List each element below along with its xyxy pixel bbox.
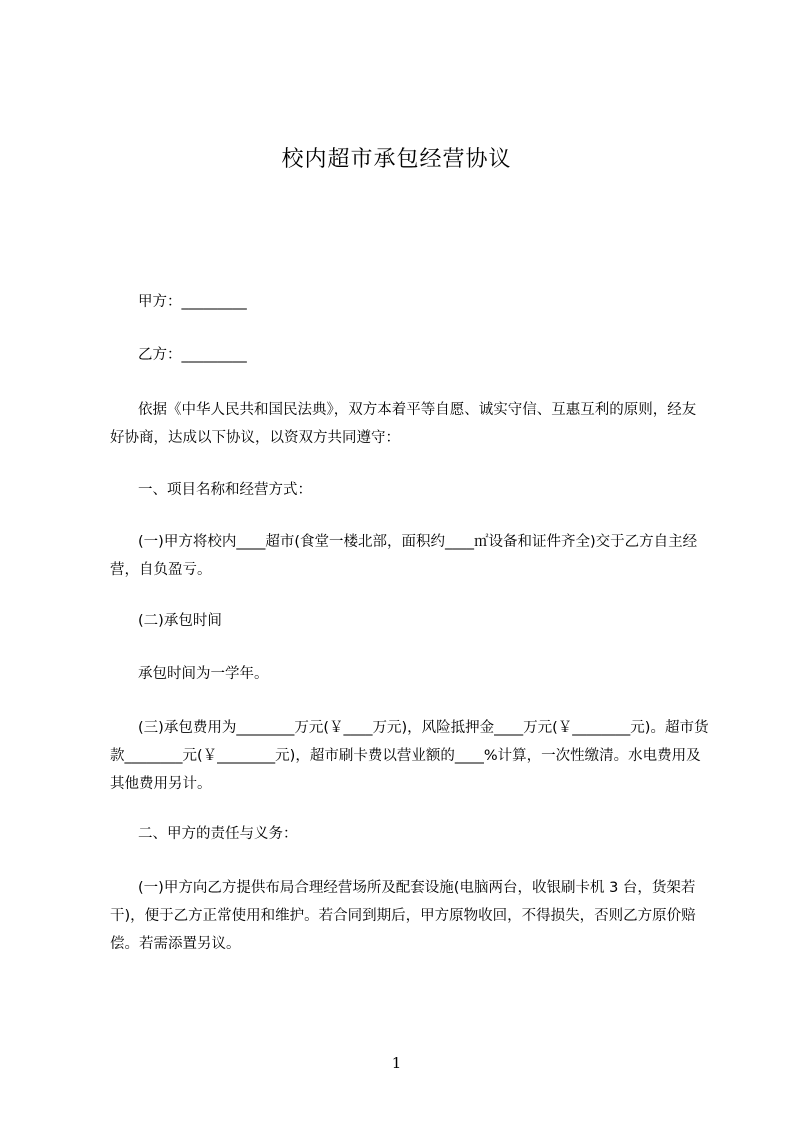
section1-item3-paragraph: (三)承包费用为________万元(￥____万元)，风险抵押金____万元(￥________元)。超市货款________元(￥________元)，超市刷卡费以营业额的____%计算，一次性缴清。水电费用及其他费用另计。 [110, 720, 709, 792]
section2-heading: 二、甲方的责任与义务： [138, 826, 298, 842]
section1-heading: 一、项目名称和经营方式： [138, 482, 312, 498]
section2-item1-paragraph: (一)甲方向乙方提供布局合理经营场所及配套设施(电脑两台，收银刷卡机 3 台，货架若干)，便于乙方正常使用和维护。若合同到期后，甲方原物收回，不得损失，否则乙方原价赔偿。若需添置另议。 [110, 880, 696, 952]
page-number: 1 [391, 1054, 402, 1072]
preamble-paragraph: 依据《中华人民共和国民法典》，双方本着平等自愿、诚实守信、互惠互利的原则，经友好协商，达成以下协议，以资双方共同遵守： [110, 402, 697, 446]
section1-item1-paragraph: (一)甲方将校内____超市(食堂一楼北部，面积约____㎡设备和证件齐全)交于乙方自主经营，自负盈亏。 [110, 534, 698, 578]
party-b-line: 乙方：_________ [138, 347, 247, 363]
section1-item2-heading: (二)承包时间 [138, 613, 222, 629]
section1-item2-body: 承包时间为一学年。 [138, 666, 269, 682]
party-a-line: 甲方：_________ [138, 294, 247, 310]
document-title: 校内超市承包经营协议 [281, 147, 512, 172]
